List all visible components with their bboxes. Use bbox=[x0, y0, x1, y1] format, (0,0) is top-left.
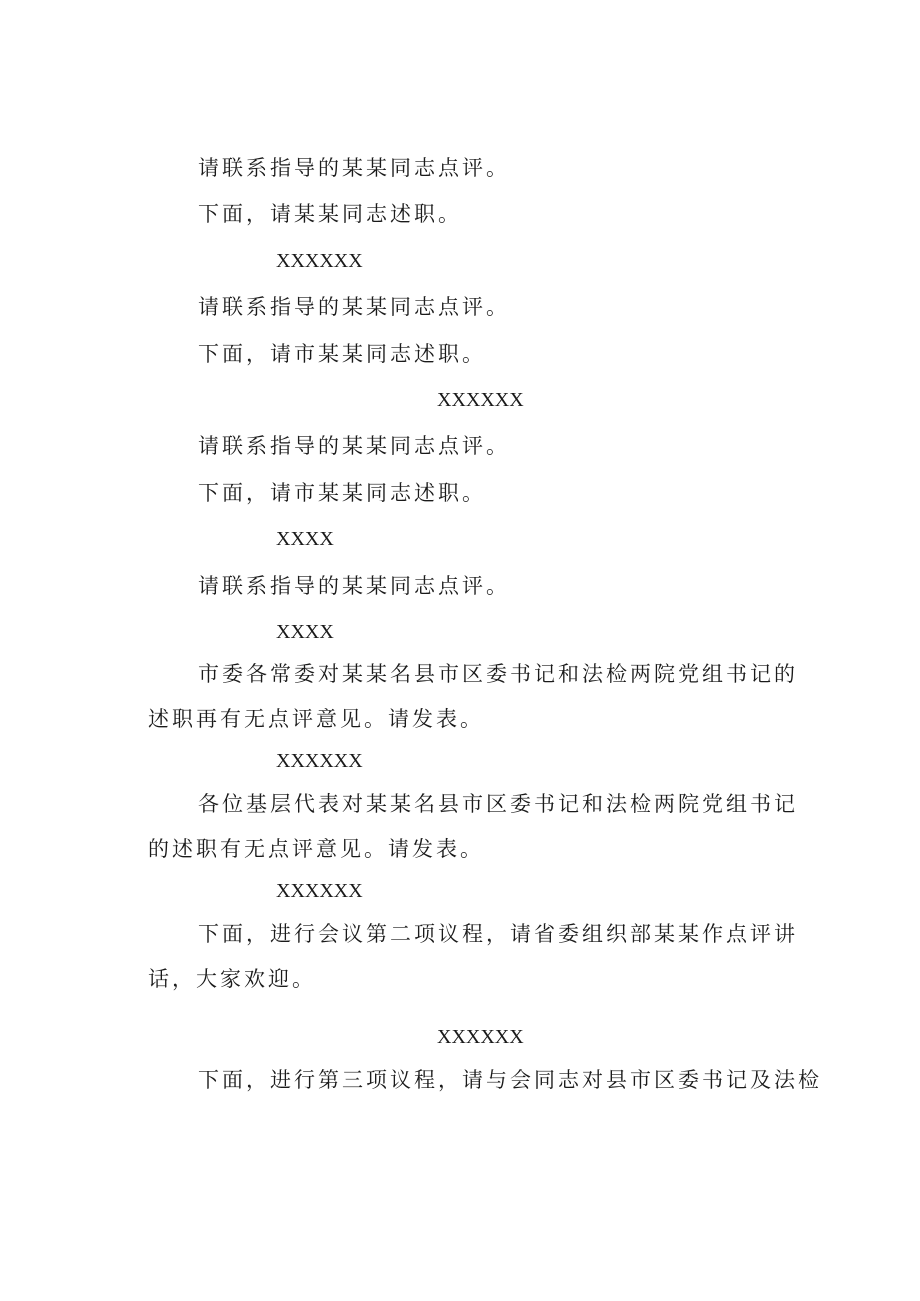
paragraph-line: 下面，请市某某同志述职。 bbox=[198, 481, 486, 505]
paragraph-line: 下面，请某某同志述职。 bbox=[198, 202, 462, 226]
paragraph-line: 请联系指导的某某同志点评。 bbox=[198, 156, 510, 180]
paragraph-line: 述职再有无点评意见。请发表。 bbox=[148, 707, 484, 731]
paragraph-line: 话，大家欢迎。 bbox=[148, 967, 316, 991]
paragraph-line: 各位基层代表对某某名县市区委书记和法检两院党组书记 bbox=[198, 792, 798, 816]
paragraph-line: 请联系指导的某某同志点评。 bbox=[198, 434, 510, 458]
speaker-name: XXXXXX bbox=[276, 880, 363, 902]
speaker-name: XXXXXX bbox=[437, 389, 524, 411]
speaker-name: XXXXXX bbox=[437, 1026, 524, 1048]
speaker-name: XXXX bbox=[276, 621, 334, 643]
paragraph-line: 的述职有无点评意见。请发表。 bbox=[148, 837, 484, 861]
speaker-name: XXXXXX bbox=[276, 750, 363, 772]
speaker-name: XXXX bbox=[276, 528, 334, 550]
paragraph-line: 下面，进行第三项议程，请与会同志对县市区委书记及法检 bbox=[198, 1068, 822, 1092]
speaker-name: XXXXXX bbox=[276, 250, 363, 272]
paragraph-line: 下面，请市某某同志述职。 bbox=[198, 342, 486, 366]
paragraph-line: 下面，进行会议第二项议程，请省委组织部某某作点评讲 bbox=[198, 922, 798, 946]
paragraph-line: 请联系指导的某某同志点评。 bbox=[198, 295, 510, 319]
paragraph-line: 请联系指导的某某同志点评。 bbox=[198, 574, 510, 598]
paragraph-line: 市委各常委对某某名县市区委书记和法检两院党组书记的 bbox=[198, 662, 798, 686]
